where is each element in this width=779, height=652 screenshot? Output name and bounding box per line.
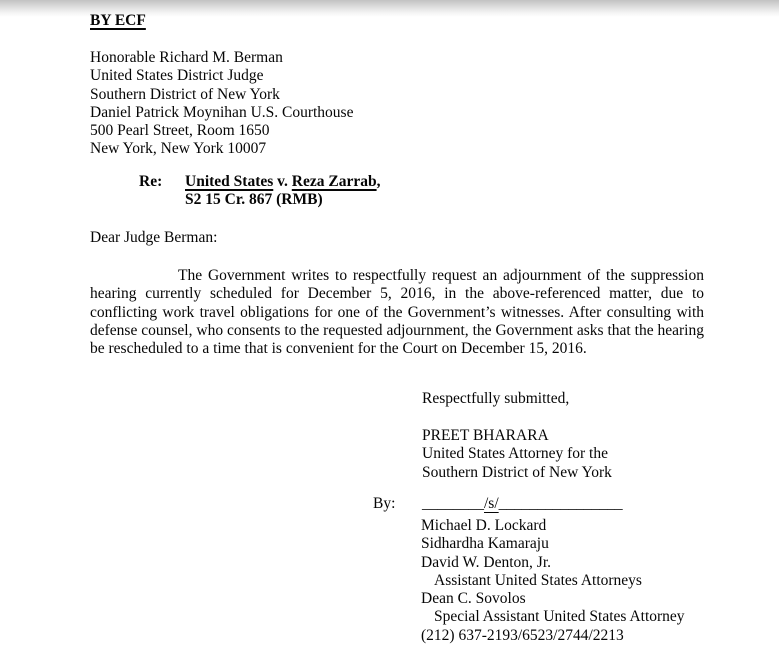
case-caption-comma: , [376, 173, 381, 190]
signatory-title-line: United States Attorney for the [422, 445, 608, 463]
recipient-line: Daniel Patrick Moynihan U.S. Courthouse [90, 103, 354, 121]
attorney-title-line: Special Assistant United States Attorney [434, 608, 685, 626]
body-line: hearing currently scheduled for December 5, 2016, in the above-referenced matter, due to [90, 285, 704, 303]
case-connector: v. [273, 173, 292, 190]
body-line: be rescheduled to a time that is convenient for the Court on December 15, 2016. [90, 340, 587, 358]
recipient-line: United States District Judge [90, 67, 264, 85]
attorney-line: Sidhardha Kamaraju [421, 535, 549, 553]
salutation: Dear Judge Berman: [90, 229, 218, 246]
signature-rule-left: ________ [422, 495, 484, 512]
attorney-line: Michael D. Lockard [421, 517, 547, 534]
attorney-title-line: Assistant United States Attorneys [434, 571, 642, 589]
recipient-address-block [90, 49, 353, 159]
case-party-1: United States [185, 173, 274, 190]
attorney-list [421, 517, 685, 645]
recipient-line: New York, New York 10007 [90, 140, 267, 158]
phone-number-line: (212) 637-2193/6523/2744/2213 [421, 626, 624, 644]
case-party-2: Reza Zarrab [291, 173, 377, 190]
s-signature-mark: /s/ [484, 495, 499, 512]
signature-line [422, 495, 623, 513]
recipient-line: 500 Pearl Street, Room 1650 [90, 122, 270, 140]
signatory-name: PREET BHARARA [422, 427, 549, 444]
body-line: defense counsel, who consents to the requested adjournment, the Government asks that the hearing [90, 321, 704, 339]
body-line: The Government writes to respectfully request an adjournment of the suppression [178, 267, 704, 284]
signatory-title-line: Southern District of New York [422, 463, 612, 481]
recipient-line: Southern District of New York [90, 85, 280, 103]
case-caption [185, 173, 380, 191]
closing-phrase: Respectfully submitted, [422, 390, 570, 407]
signature-rule-right: ________________ [498, 495, 623, 512]
signatory-block [422, 427, 612, 482]
delivery-method-heading: BY ECF [90, 12, 146, 29]
attorney-line: David W. Denton, Jr. [421, 553, 552, 571]
body-paragraph [90, 267, 704, 358]
body-line: conflicting work travel obligations for one of the Government’s witnesses. After consulting with [90, 303, 704, 321]
by-label: By: [373, 495, 396, 512]
re-block [185, 173, 380, 210]
re-label: Re: [139, 173, 163, 190]
attorney-line: Dean C. Sovolos [421, 590, 526, 608]
recipient-line: Honorable Richard M. Berman [90, 49, 283, 66]
docket-number: S2 15 Cr. 867 (RMB) [185, 191, 323, 209]
